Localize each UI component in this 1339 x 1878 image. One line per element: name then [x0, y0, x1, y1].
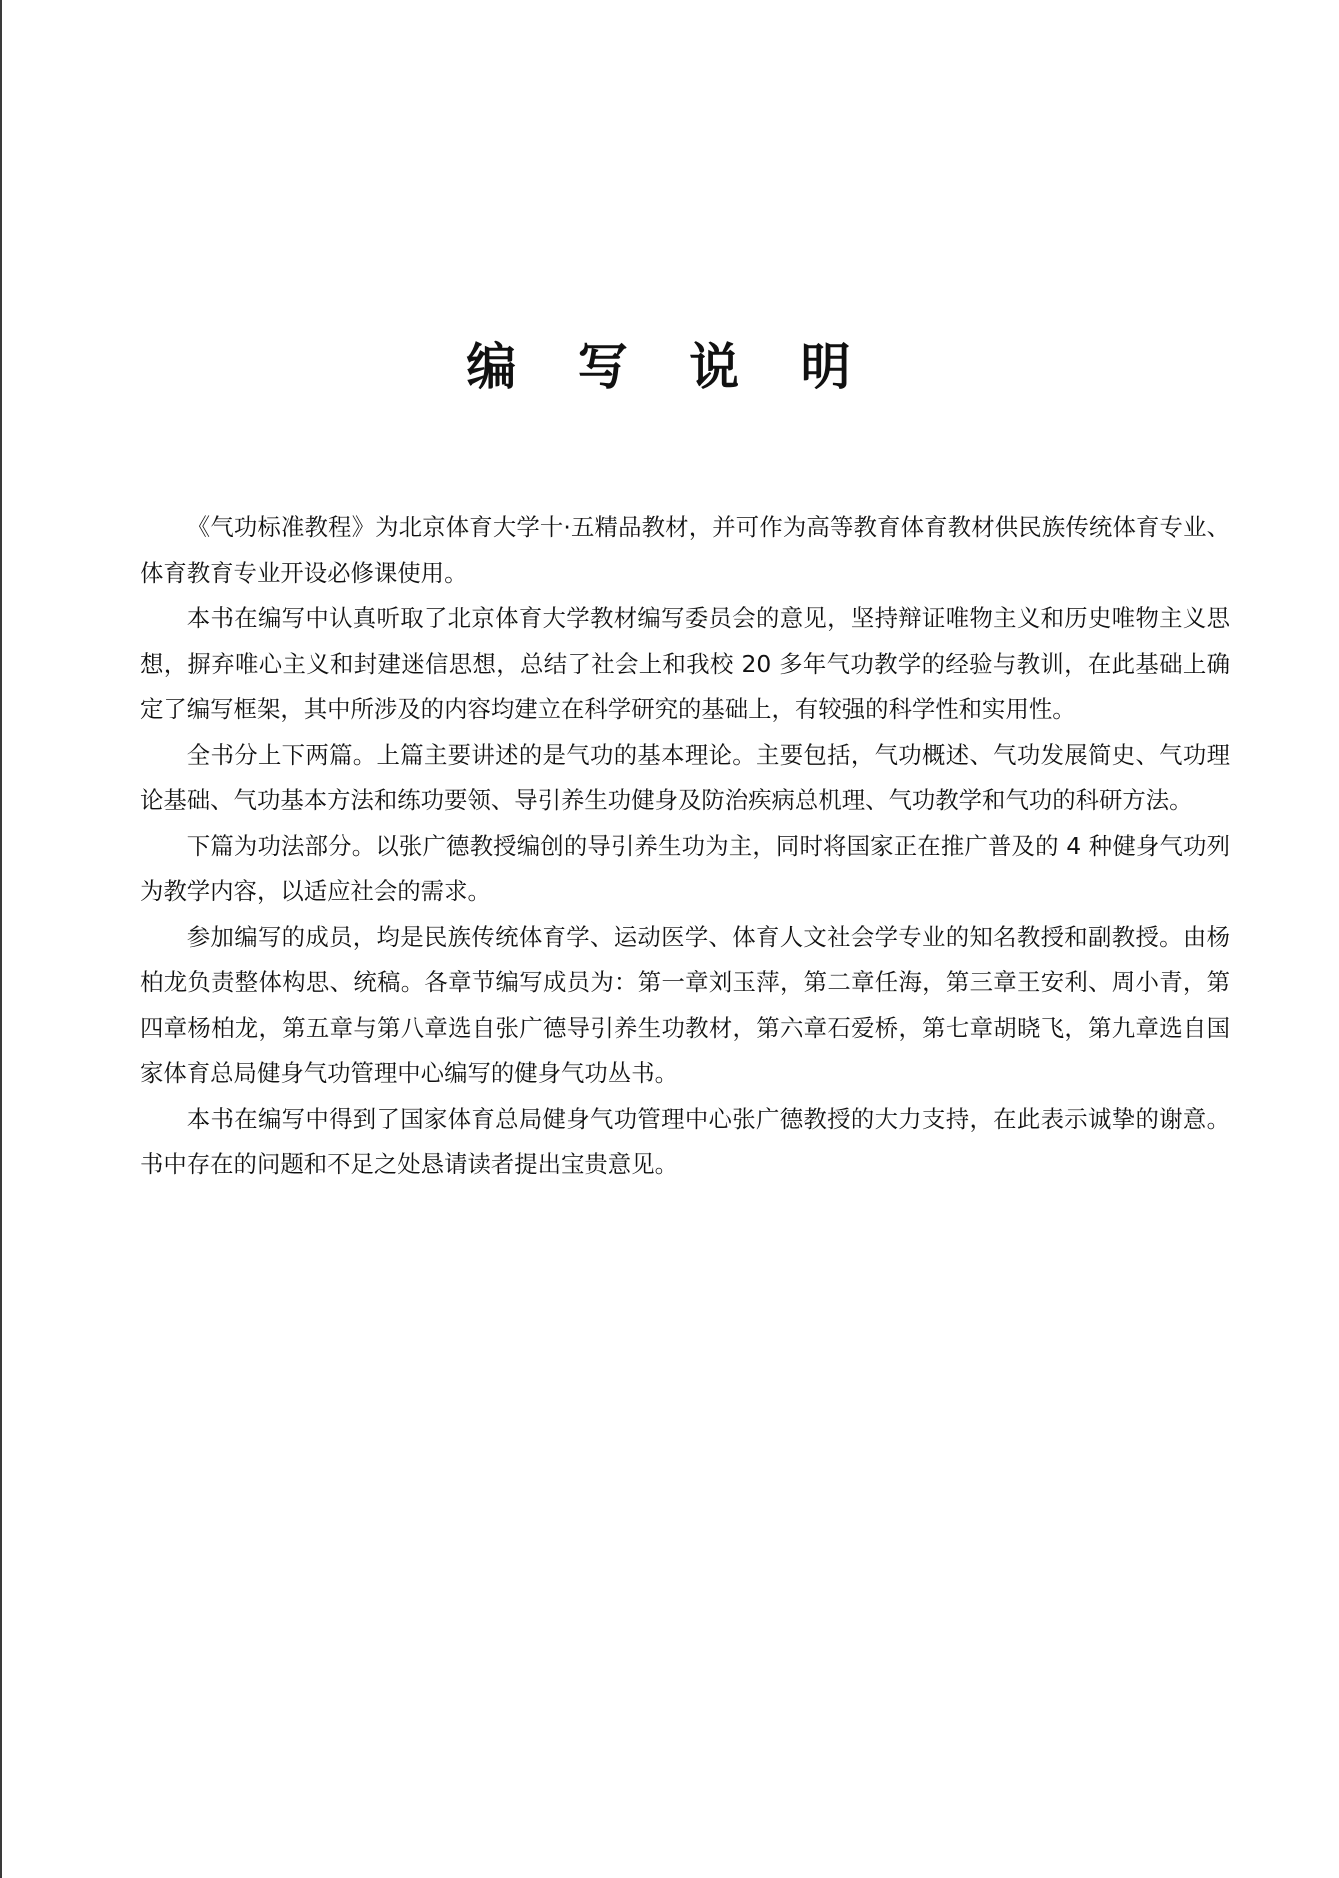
document-body — [140, 505, 1230, 1188]
paragraph-intro: 《气功标准教程》为北京体育大学十·五精品教材，并可作为高等教育体育教材供民族传统体育专业、体育教育专业开设必修课使用。 — [140, 513, 1230, 587]
paragraph-part-two: 下篇为功法部分。以张广德教授编创的导引养生功为主，同时将国家正在推广普及的 4 种健身气功列为教学内容，以适应社会的需求。 — [140, 831, 1230, 905]
paragraph-part-one: 全书分上下两篇。上篇主要讲述的是气功的基本理论。主要包括，气功概述、气功发展简史、气功理论基础、气功基本方法和练功要领、导引养生功健身及防治疾病总机理、气功教学和气功的科研方法。 — [140, 740, 1230, 814]
page-title: 编 写 说 明 — [466, 337, 873, 396]
paragraph-acknowledgement: 本书在编写中得到了国家体育总局健身气功管理中心张广德教授的大力支持，在此表示诚挚的谢意。书中存在的问题和不足之处恳请读者提出宝贵意见。 — [140, 1104, 1230, 1178]
paragraph-authors: 参加编写的成员，均是民族传统体育学、运动医学、体育人文社会学专业的知名教授和副教授。由杨柏龙负责整体构思、统稿。各章节编写成员为：第一章刘玉萍，第二章任海，第三章王安利、周小青，第四章杨柏龙，第五章与第八章选自张广德导引养生功教材，第六章石爱桥，第七章胡晓飞，第九章选自国家体育总局健身气功管理中心编写的健身气功丛书。 — [140, 922, 1230, 1087]
page-edge-line — [0, 0, 2, 1878]
paragraph-compilation: 本书在编写中认真听取了北京体育大学教材编写委员会的意见，坚持辩证唯物主义和历史唯物主义思想，摒弃唯心主义和封建迷信思想，总结了社会上和我校 20 多年气功教学的经验与教训，在此基础上确定了编写框架，其中所涉及的内容均建立在科学研究的基础上，有较强的科学性和实用性。 — [140, 604, 1230, 723]
